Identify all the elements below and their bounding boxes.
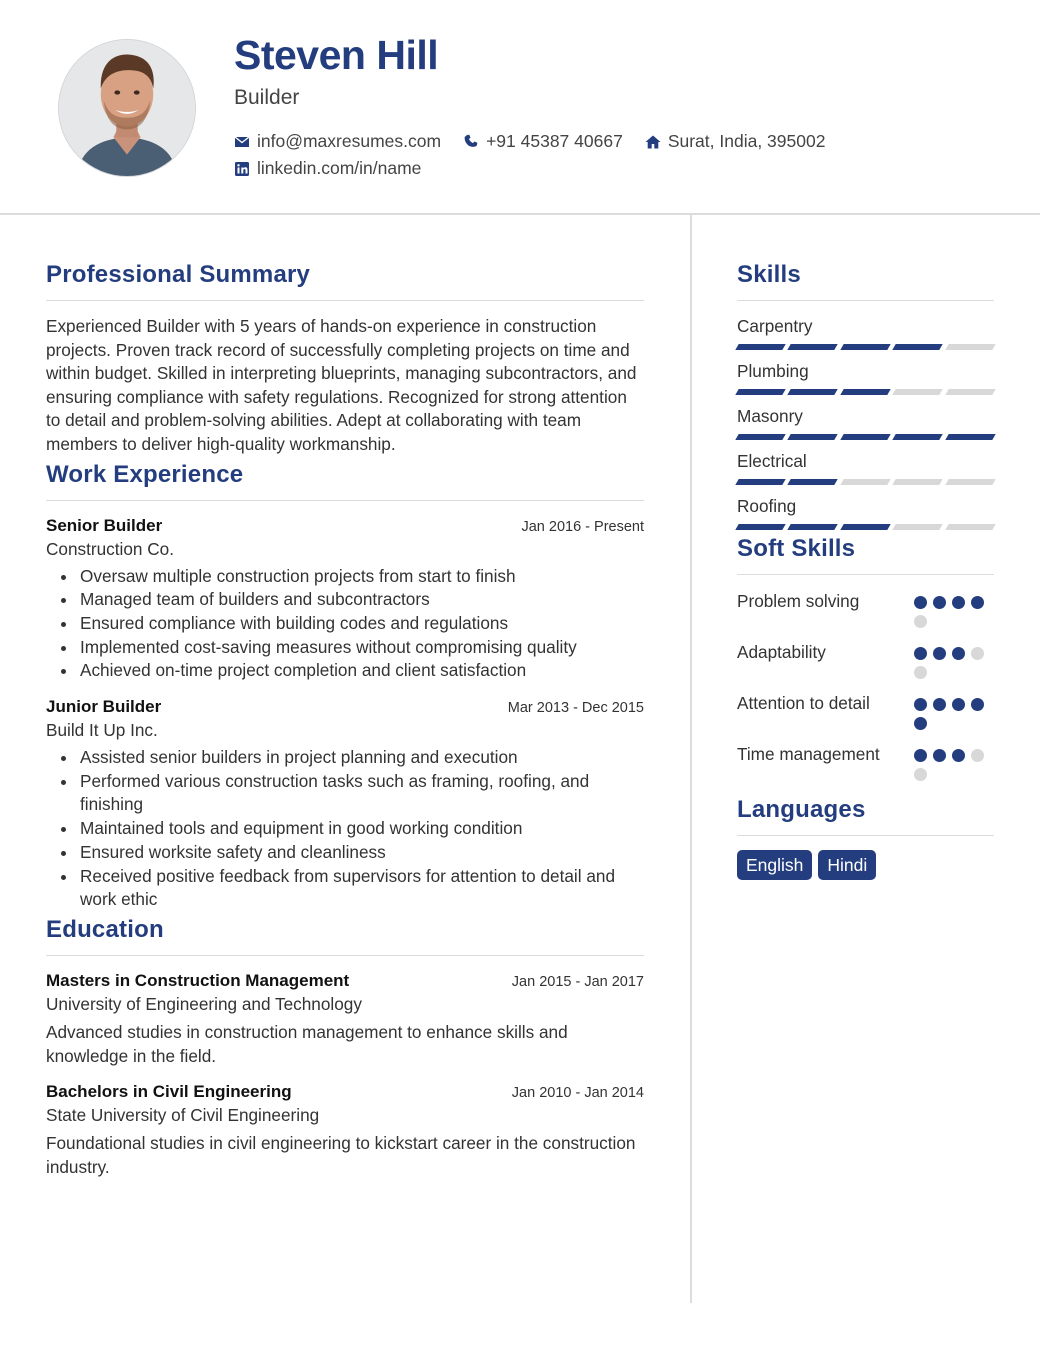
- skill-name: Masonry: [737, 406, 803, 426]
- list-item: • Implemented cost-saving measures without compromising quality: [78, 636, 644, 660]
- soft-skill-item: [737, 742, 994, 787]
- soft-skill-name: Adaptability: [737, 642, 826, 662]
- soft-skill-rating: [914, 742, 994, 787]
- phone-text: +91 45387 40667: [486, 131, 623, 151]
- skill-level-segment: [788, 389, 839, 395]
- section-divider: [737, 835, 994, 836]
- job-date: Jan 2016 - Present: [521, 518, 644, 535]
- education-date: Jan 2010 - Jan 2014: [511, 1085, 644, 1102]
- skill-name: Electrical: [737, 451, 807, 471]
- language-tag: English: [737, 850, 812, 880]
- section-divider: [737, 300, 994, 301]
- rating-dot: [971, 698, 984, 711]
- rating-dot: [933, 698, 946, 711]
- email-contact[interactable]: [234, 131, 441, 152]
- address-text: Surat, India, 395002: [667, 131, 826, 151]
- person-photo-icon: [59, 40, 195, 176]
- degree-title: Masters in Construction Management: [46, 971, 350, 990]
- soft-skill-rating: [914, 589, 994, 634]
- rating-dot: [971, 749, 984, 762]
- rating-dot: [914, 698, 927, 711]
- skill-level-segment: [735, 524, 786, 530]
- home-icon: [645, 134, 661, 150]
- job-date: Mar 2013 - Dec 2015: [507, 700, 644, 717]
- rating-dot: [933, 647, 946, 660]
- experience-section: [46, 458, 644, 912]
- education-entry: [46, 1081, 644, 1179]
- rating-dot: [914, 647, 927, 660]
- list-item: • Maintained tools and equipment in good working condition: [78, 817, 644, 841]
- linkedin-contact[interactable]: [234, 158, 421, 179]
- skill-level-segment: [788, 344, 839, 350]
- section-divider: [737, 574, 994, 575]
- soft-skill-name: Problem solving: [737, 591, 860, 611]
- skill-level-segment: [735, 479, 786, 485]
- job-bullets: [46, 746, 644, 912]
- rating-dot: [914, 596, 927, 609]
- list-item: • Ensured worksite safety and cleanliness: [78, 841, 644, 865]
- skill-item: [737, 450, 994, 485]
- job-role: Junior Builder: [46, 697, 162, 717]
- rating-dot: [933, 596, 946, 609]
- skills-list: [737, 315, 994, 530]
- education-date: Jan 2015 - Jan 2017: [511, 974, 644, 990]
- languages-section: [737, 793, 994, 880]
- list-item: • Oversaw multiple construction projects from start to finish: [78, 565, 644, 589]
- rating-dot: [914, 666, 927, 679]
- linkedin-icon: [234, 161, 250, 177]
- education-section: [46, 913, 644, 1179]
- skill-level-segment: [840, 434, 891, 440]
- rating-dot: [914, 615, 927, 628]
- skill-name: Plumbing: [737, 361, 809, 381]
- skill-level-segment: [840, 344, 891, 350]
- skill-level-segment: [788, 524, 839, 530]
- language-tag: Hindi: [818, 850, 876, 880]
- skill-item: [737, 405, 994, 440]
- rating-dot: [914, 749, 927, 762]
- envelope-icon: [234, 134, 250, 150]
- skill-level-segment: [788, 479, 839, 485]
- linkedin-text: linkedin.com/in/name: [257, 158, 422, 178]
- phone-contact[interactable]: [463, 131, 623, 152]
- skill-level-segment: [735, 389, 786, 395]
- skill-level-segment: [945, 524, 996, 530]
- skill-level-segment: [788, 434, 839, 440]
- job-bullets: [46, 565, 644, 684]
- list-item: • Achieved on-time project completion and client satisfaction: [78, 659, 644, 683]
- section-divider: [46, 300, 644, 301]
- degree-title: Bachelors in Civil Engineering: [46, 1082, 292, 1102]
- side-column: [737, 258, 994, 880]
- skill-level-segment: [945, 434, 996, 440]
- soft-skill-name: Attention to detail: [737, 693, 870, 713]
- list-item: • Ensured compliance with building codes and regulations: [78, 612, 644, 636]
- soft-skill-item: [737, 640, 994, 685]
- contact-info: [234, 128, 934, 182]
- email-text: info@maxresumes.com: [257, 131, 442, 151]
- rating-dot: [914, 717, 927, 730]
- soft-skills-heading: Soft Skills: [737, 535, 856, 562]
- list-item: • Performed various construction tasks such as framing, roofing, and finishing: [78, 770, 644, 817]
- education-description: Advanced studies in construction management to enhance skills and knowledge in the field.: [46, 1022, 568, 1066]
- skill-name: Carpentry: [737, 316, 813, 336]
- summary-heading: Professional Summary: [46, 261, 311, 288]
- rating-dot: [914, 768, 927, 781]
- soft-skill-name: Time management: [737, 744, 880, 764]
- experience-heading: Work Experience: [46, 460, 244, 488]
- skill-level-bar: [737, 524, 994, 530]
- language-tags: [737, 850, 994, 880]
- skill-item: [737, 360, 994, 395]
- summary-text: Experienced Builder with 5 years of hands-on experience in construction projects. Proven track record of successfully completing projects on time and within budget. Skilled in interpreting blueprints, managing subcontractors, and ensuring compliance with safety regulations. Recognized for strong attention to detail and problem-solving abilities. Adept at collaborating with team members to deliver high-quality workmanship.: [46, 316, 637, 454]
- education-heading: Education: [46, 916, 164, 943]
- job-entry: [46, 696, 644, 912]
- summary-section: [46, 258, 644, 457]
- candidate-title: Builder: [234, 86, 300, 109]
- skill-level-segment: [892, 344, 943, 350]
- rating-dot: [933, 749, 946, 762]
- skill-level-segment: [945, 479, 996, 485]
- job-company: Build It Up Inc.: [46, 720, 158, 741]
- job-entry: [46, 515, 644, 684]
- job-company: Construction Co.: [46, 538, 175, 559]
- list-item: • Managed team of builders and subcontractors: [78, 588, 644, 612]
- rating-dot: [952, 647, 965, 660]
- soft-skill-item: [737, 589, 994, 634]
- skill-level-segment: [840, 479, 891, 485]
- section-divider: [46, 500, 644, 501]
- skills-heading: Skills: [737, 261, 801, 288]
- rating-dot: [952, 749, 965, 762]
- soft-skills-list: [737, 589, 994, 787]
- skill-item: [737, 495, 994, 530]
- skill-level-segment: [892, 389, 943, 395]
- list-item: • Received positive feedback from supervisors for attention to detail and work ethic: [78, 865, 644, 912]
- skill-level-segment: [735, 344, 786, 350]
- soft-skill-item: [737, 691, 994, 736]
- skill-level-segment: [892, 524, 943, 530]
- school-name: State University of Civil Engineering: [46, 1105, 320, 1126]
- candidate-name: Steven Hill: [234, 32, 439, 78]
- skill-name: Roofing: [737, 496, 797, 516]
- skill-level-segment: [892, 479, 943, 485]
- skill-level-segment: [945, 389, 996, 395]
- soft-skill-rating: [914, 640, 994, 685]
- skill-level-segment: [945, 344, 996, 350]
- rating-dot: [952, 698, 965, 711]
- skill-level-segment: [892, 434, 943, 440]
- skill-level-segment: [840, 524, 891, 530]
- column-divider: [690, 215, 692, 1303]
- profile-photo: [58, 39, 196, 177]
- languages-heading: Languages: [737, 796, 866, 823]
- skill-level-segment: [735, 434, 786, 440]
- school-name: University of Engineering and Technology: [46, 994, 362, 1014]
- skills-section: [737, 258, 994, 530]
- skill-level-bar: [737, 434, 994, 440]
- address-contact: [645, 131, 826, 152]
- rating-dot: [952, 596, 965, 609]
- education-description: Foundational studies in civil engineering to kickstart career in the construction industry.: [46, 1133, 636, 1177]
- job-role: Senior Builder: [46, 515, 163, 535]
- soft-skill-rating: [914, 691, 994, 736]
- phone-icon: [463, 134, 479, 150]
- soft-skills-section: [737, 532, 994, 787]
- rating-dot: [971, 647, 984, 660]
- skill-item: [737, 315, 994, 350]
- rating-dot: [971, 596, 984, 609]
- resume-header: [0, 0, 1040, 215]
- skill-level-bar: [737, 479, 994, 485]
- section-divider: [46, 955, 644, 956]
- skill-level-segment: [840, 389, 891, 395]
- list-item: • Assisted senior builders in project planning and execution: [78, 746, 644, 770]
- skill-level-bar: [737, 344, 994, 350]
- main-column: [46, 258, 644, 1179]
- skill-level-bar: [737, 389, 994, 395]
- education-entry: [46, 970, 644, 1068]
